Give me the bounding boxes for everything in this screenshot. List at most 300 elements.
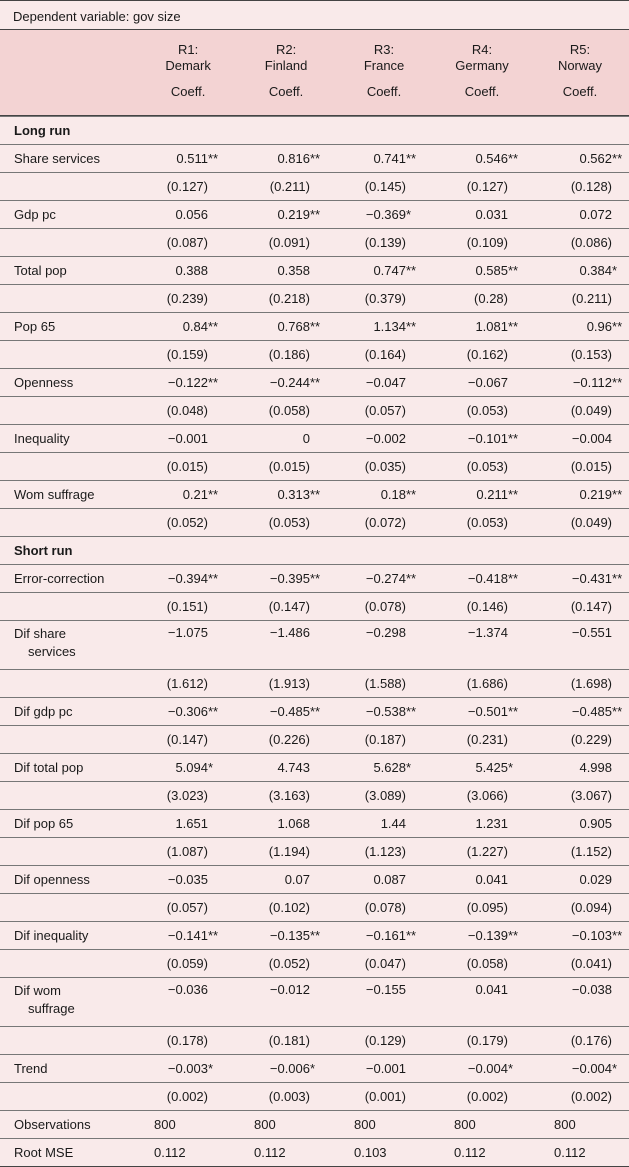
standard-error-cell (342, 726, 442, 754)
standard-error-value: (0.239) (166, 291, 208, 306)
significance-stars: ** (208, 375, 219, 390)
coefficient-cell (142, 866, 242, 894)
standard-error-value: (0.057) (364, 403, 406, 418)
standard-error-value: (0.153) (570, 347, 613, 362)
standard-error-value: (0.218) (268, 291, 310, 306)
standard-error-value: (1.686) (466, 676, 508, 691)
coefficient-value: −0.395 (269, 571, 310, 586)
standard-error-cell (342, 341, 442, 369)
coefficient-value: 0.84 (182, 319, 208, 334)
coefficient-value: 0.219 (277, 207, 310, 222)
standard-error-cell (542, 593, 629, 621)
standard-error-cell (542, 229, 629, 257)
standard-error-cell (142, 593, 242, 621)
empty-label-cell (0, 726, 142, 754)
standard-error-cell (142, 1083, 242, 1111)
standard-error-value: (0.178) (166, 1033, 208, 1048)
coefficient-value: 0.96 (586, 319, 613, 334)
column-header (531, 30, 629, 115)
coefficient-value: −0.101 (467, 431, 508, 446)
column-subheader: Coeff. (562, 84, 598, 99)
standard-error-cell (142, 229, 242, 257)
standard-error-cell (342, 782, 442, 810)
coefficient-row (0, 978, 629, 1027)
standard-error-cell (542, 726, 629, 754)
variable-label: Inequality (0, 425, 142, 453)
coefficient-cell (442, 978, 542, 1027)
coefficient-value: 0.056 (175, 207, 208, 222)
significance-stars: * (208, 760, 214, 775)
coefficient-cell (242, 425, 342, 453)
coefficient-cell (442, 1055, 542, 1083)
coefficient-value: 0.21 (182, 487, 208, 502)
coefficient-cell (142, 201, 242, 229)
standard-error-value: (0.078) (364, 599, 406, 614)
standard-error-cell (342, 670, 442, 698)
coefficient-cell (142, 754, 242, 782)
standard-error-cell (142, 950, 242, 978)
coefficient-cell (242, 621, 342, 670)
column-id: R1: (177, 42, 199, 57)
coefficient-cell (342, 313, 442, 341)
coefficient-value: 0.07 (284, 872, 310, 887)
coefficient-value: 0.18 (380, 487, 406, 502)
coefficient-value: −0.394 (167, 571, 208, 586)
standard-error-value: (0.003) (268, 1089, 310, 1104)
standard-error-cell (542, 950, 629, 978)
statistic-value: 0.112 (442, 1139, 542, 1167)
standard-error-cell (542, 453, 629, 481)
statistic-value: 800 (542, 1111, 629, 1139)
coefficient-cell (342, 754, 442, 782)
standard-error-cell (242, 1027, 342, 1055)
coefficient-value: 0.768 (277, 319, 310, 334)
empty-label-cell (0, 838, 142, 866)
coefficient-cell (442, 922, 542, 950)
coefficient-value: 0.388 (175, 263, 208, 278)
standard-error-value: (0.186) (268, 347, 310, 362)
standard-error-cell (442, 509, 542, 537)
coefficient-value: −0.155 (365, 982, 406, 997)
coefficient-value: −0.004 (467, 1061, 508, 1076)
coefficient-cell (242, 698, 342, 726)
column-subheader: Coeff. (366, 84, 402, 99)
coefficient-row (0, 866, 629, 894)
coefficient-row (0, 565, 629, 593)
variable-label: Share services (0, 145, 142, 173)
standard-error-cell (242, 782, 342, 810)
standard-error-cell (242, 894, 342, 922)
coefficient-value: −0.244 (269, 375, 310, 390)
table-header (0, 30, 629, 116)
standard-error-value: (1.913) (268, 676, 310, 691)
significance-stars: ** (310, 571, 321, 586)
coefficient-value: 0.585 (475, 263, 508, 278)
coefficient-value: −0.003 (167, 1061, 208, 1076)
standard-error-value: (0.094) (570, 900, 613, 915)
standard-error-value: (0.087) (166, 235, 208, 250)
standard-error-value: (0.229) (570, 732, 613, 747)
coefficient-cell (242, 754, 342, 782)
coefficient-value: −0.431 (571, 571, 613, 586)
standard-error-cell (342, 894, 442, 922)
significance-stars: ** (406, 928, 417, 943)
coefficient-value: −0.067 (467, 375, 508, 390)
coefficient-row (0, 754, 629, 782)
column-country: France (363, 58, 405, 73)
coefficient-cell (342, 810, 442, 838)
coefficient-value: −0.002 (365, 431, 406, 446)
standard-error-value: (1.588) (364, 676, 406, 691)
standard-error-value: (0.147) (570, 599, 613, 614)
coefficient-value: 4.998 (579, 760, 613, 775)
coefficient-value: −0.538 (365, 704, 406, 719)
standard-error-value: (0.001) (364, 1089, 406, 1104)
coefficient-cell (442, 866, 542, 894)
standard-error-value: (0.095) (466, 900, 508, 915)
coefficient-row (0, 481, 629, 509)
standard-error-value: (3.089) (364, 788, 406, 803)
coefficient-value: 0.816 (277, 151, 310, 166)
significance-stars: ** (208, 928, 219, 943)
standard-error-value: (0.049) (570, 515, 613, 530)
significance-stars: ** (508, 571, 519, 586)
coefficient-cell (442, 754, 542, 782)
statistic-row (0, 1111, 629, 1139)
coefficient-cell (242, 1055, 342, 1083)
significance-stars: * (508, 1061, 514, 1076)
coefficient-cell (542, 922, 629, 950)
coefficient-cell (142, 425, 242, 453)
empty-label-cell (0, 894, 142, 922)
statistic-value: 800 (242, 1111, 342, 1139)
coefficient-value: −0.103 (571, 928, 613, 943)
variable-label: Wom suffrage (0, 481, 142, 509)
standard-error-value: (0.078) (364, 900, 406, 915)
coefficient-value: −0.122 (167, 375, 208, 390)
coefficient-value: −0.112 (572, 375, 613, 390)
coefficient-value: 0.741 (373, 151, 406, 166)
column-id: R4: (471, 42, 493, 57)
empty-label-cell (0, 229, 142, 257)
standard-error-value: (0.211) (269, 179, 310, 194)
standard-error-value: (0.176) (570, 1033, 613, 1048)
standard-error-value: (1.698) (570, 676, 613, 691)
coefficient-value: 5.094 (175, 760, 208, 775)
coefficient-value: 5.628 (373, 760, 406, 775)
significance-stars: ** (310, 151, 321, 166)
significance-stars: ** (612, 571, 623, 586)
variable-label: Error-correction (0, 565, 142, 593)
coefficient-cell (242, 201, 342, 229)
coefficient-value: −0.135 (269, 928, 310, 943)
statistic-label: Observations (0, 1111, 142, 1139)
standard-error-value: (3.066) (466, 788, 508, 803)
standard-error-row (0, 229, 629, 257)
coefficient-row (0, 1055, 629, 1083)
coefficient-cell (542, 866, 629, 894)
coefficient-cell (342, 621, 442, 670)
standard-error-value: (0.211) (571, 291, 613, 306)
standard-error-row (0, 838, 629, 866)
standard-error-value: (0.128) (570, 179, 613, 194)
standard-error-cell (442, 1083, 542, 1111)
coefficient-cell (242, 145, 342, 173)
variable-label: Dif wom suffrage (0, 978, 142, 1027)
standard-error-cell (442, 950, 542, 978)
coefficient-value: 5.425 (475, 760, 508, 775)
coefficient-value: −0.012 (269, 982, 310, 997)
significance-stars: * (612, 1061, 618, 1076)
standard-error-value: (0.053) (466, 459, 508, 474)
significance-stars: * (406, 207, 412, 222)
standard-error-cell (342, 838, 442, 866)
standard-error-row (0, 726, 629, 754)
significance-stars: ** (406, 571, 417, 586)
coefficient-value: 1.231 (475, 816, 508, 831)
column-header (433, 30, 531, 115)
standard-error-row (0, 1027, 629, 1055)
standard-error-cell (142, 838, 242, 866)
standard-error-cell (342, 509, 442, 537)
standard-error-cell (342, 285, 442, 313)
column-subheader: Coeff. (464, 84, 500, 99)
standard-error-cell (142, 782, 242, 810)
coefficient-cell (542, 425, 629, 453)
standard-error-value: (3.163) (268, 788, 310, 803)
coefficient-value: 0.358 (277, 263, 310, 278)
standard-error-cell (242, 285, 342, 313)
coefficient-cell (442, 481, 542, 509)
variable-label: Total pop (0, 257, 142, 285)
coefficient-value: 4.743 (277, 760, 310, 775)
standard-error-row (0, 950, 629, 978)
standard-error-value: (0.127) (466, 179, 508, 194)
significance-stars: * (406, 760, 412, 775)
significance-stars: * (208, 1061, 214, 1076)
significance-stars: ** (612, 487, 623, 502)
standard-error-cell (242, 397, 342, 425)
coefficient-value: −0.306 (167, 704, 208, 719)
coefficient-cell (542, 565, 629, 593)
significance-stars: ** (612, 151, 623, 166)
standard-error-value: (0.164) (364, 347, 406, 362)
standard-error-value: (0.129) (364, 1033, 406, 1048)
standard-error-value: (0.28) (474, 291, 508, 306)
statistic-value: 0.112 (542, 1139, 629, 1167)
coefficient-value: −0.035 (167, 872, 208, 887)
coefficient-cell (442, 313, 542, 341)
coefficient-cell (142, 313, 242, 341)
standard-error-value: (0.139) (364, 235, 406, 250)
variable-label: Dif total pop (0, 754, 142, 782)
standard-error-value: (0.035) (364, 459, 406, 474)
standard-error-cell (242, 229, 342, 257)
coefficient-cell (142, 257, 242, 285)
standard-error-value: (0.002) (570, 1089, 613, 1104)
coefficient-cell (542, 481, 629, 509)
column-header (139, 30, 237, 115)
standard-error-value: (0.147) (166, 732, 208, 747)
coefficient-cell (242, 866, 342, 894)
coefficient-value: −0.501 (467, 704, 508, 719)
standard-error-value: (0.058) (268, 403, 310, 418)
standard-error-cell (542, 894, 629, 922)
standard-error-cell (142, 341, 242, 369)
standard-error-cell (342, 453, 442, 481)
coefficient-value: 1.651 (175, 816, 208, 831)
standard-error-value: (3.023) (166, 788, 208, 803)
standard-error-row (0, 397, 629, 425)
statistic-value: 800 (342, 1111, 442, 1139)
significance-stars: ** (508, 431, 519, 446)
standard-error-cell (242, 509, 342, 537)
coefficient-value: −1.075 (167, 625, 208, 640)
standard-error-cell (442, 285, 542, 313)
coefficient-cell (142, 1055, 242, 1083)
significance-stars: ** (508, 928, 519, 943)
standard-error-cell (142, 173, 242, 201)
significance-stars: ** (310, 487, 321, 502)
coefficient-cell (542, 369, 629, 397)
standard-error-cell (142, 670, 242, 698)
coefficient-value: −0.001 (167, 431, 208, 446)
standard-error-cell (442, 1027, 542, 1055)
coefficient-cell (442, 369, 542, 397)
coefficient-row (0, 257, 629, 285)
standard-error-value: (0.159) (166, 347, 208, 362)
coefficient-cell (342, 978, 442, 1027)
empty-label-cell (0, 453, 142, 481)
standard-error-row (0, 509, 629, 537)
standard-error-value: (1.152) (570, 844, 613, 859)
coefficient-value: 1.134 (373, 319, 406, 334)
standard-error-value: (0.015) (570, 459, 613, 474)
standard-error-cell (342, 229, 442, 257)
standard-error-cell (142, 285, 242, 313)
coefficient-value: 1.081 (475, 319, 508, 334)
coefficient-value: 0.747 (373, 263, 406, 278)
coefficient-value: −0.369 (365, 207, 406, 222)
coefficient-value: 0.041 (475, 982, 508, 997)
significance-stars: ** (310, 319, 321, 334)
standard-error-row (0, 453, 629, 481)
significance-stars: ** (612, 375, 623, 390)
coefficient-cell (242, 257, 342, 285)
standard-error-row (0, 285, 629, 313)
coefficient-cell (542, 754, 629, 782)
significance-stars: ** (310, 928, 321, 943)
coefficient-cell (242, 565, 342, 593)
standard-error-cell (242, 453, 342, 481)
standard-error-row (0, 894, 629, 922)
standard-error-row (0, 593, 629, 621)
coefficient-value: 0.031 (475, 207, 508, 222)
section-header-row (0, 117, 629, 145)
standard-error-value: (0.146) (466, 599, 508, 614)
significance-stars: ** (406, 263, 417, 278)
standard-error-cell (542, 173, 629, 201)
standard-error-value: (1.087) (166, 844, 208, 859)
standard-error-cell (142, 894, 242, 922)
header-label-cell (0, 30, 139, 115)
coefficient-cell (342, 1055, 442, 1083)
significance-stars: * (310, 1061, 316, 1076)
variable-label: Openness (0, 369, 142, 397)
standard-error-value: (0.015) (268, 459, 310, 474)
coefficient-value: −0.141 (167, 928, 208, 943)
statistic-row (0, 1139, 629, 1167)
coefficient-row (0, 810, 629, 838)
standard-error-cell (242, 173, 342, 201)
column-subheader: Coeff. (268, 84, 304, 99)
regression-table (0, 116, 629, 1167)
table-caption: Dependent variable: gov size (0, 0, 629, 30)
standard-error-cell (242, 838, 342, 866)
empty-label-cell (0, 173, 142, 201)
significance-stars: * (612, 263, 618, 278)
section-title: Long run (0, 117, 629, 145)
standard-error-value: (0.147) (268, 599, 310, 614)
coefficient-row (0, 425, 629, 453)
coefficient-cell (342, 698, 442, 726)
standard-error-value: (0.162) (466, 347, 508, 362)
coefficient-cell (242, 481, 342, 509)
standard-error-value: (3.067) (570, 788, 613, 803)
coefficient-value: −0.038 (571, 982, 613, 997)
standard-error-cell (442, 341, 542, 369)
empty-label-cell (0, 782, 142, 810)
coefficient-cell (442, 425, 542, 453)
variable-label: Dif share services (0, 621, 142, 670)
standard-error-value: (0.379) (364, 291, 406, 306)
coefficient-cell (442, 565, 542, 593)
standard-error-cell (442, 397, 542, 425)
standard-error-value: (0.102) (268, 900, 310, 915)
coefficient-value: −0.001 (365, 1061, 406, 1076)
coefficient-value: −0.551 (571, 625, 613, 640)
statistic-value: 0.103 (342, 1139, 442, 1167)
coefficient-cell (542, 257, 629, 285)
standard-error-cell (342, 173, 442, 201)
significance-stars: ** (310, 375, 321, 390)
coefficient-cell (442, 621, 542, 670)
significance-stars: ** (612, 319, 623, 334)
standard-error-value: (0.091) (268, 235, 310, 250)
significance-stars: ** (406, 487, 417, 502)
empty-label-cell (0, 950, 142, 978)
coefficient-value: 0.546 (475, 151, 508, 166)
standard-error-value: (0.086) (570, 235, 613, 250)
standard-error-cell (142, 397, 242, 425)
standard-error-cell (142, 509, 242, 537)
standard-error-value: (0.052) (166, 515, 208, 530)
standard-error-value: (0.072) (364, 515, 406, 530)
coefficient-value: −0.036 (167, 982, 208, 997)
standard-error-cell (242, 950, 342, 978)
column-subheader: Coeff. (170, 84, 206, 99)
standard-error-value: (0.002) (466, 1089, 508, 1104)
coefficient-cell (242, 922, 342, 950)
standard-error-cell (542, 285, 629, 313)
coefficient-value: 0.072 (579, 207, 613, 222)
standard-error-value: (0.058) (466, 956, 508, 971)
significance-stars: ** (406, 319, 417, 334)
column-country: Finland (264, 58, 308, 73)
statistic-value: 0.112 (242, 1139, 342, 1167)
standard-error-value: (0.179) (466, 1033, 508, 1048)
coefficient-value: 0.211 (476, 487, 508, 502)
